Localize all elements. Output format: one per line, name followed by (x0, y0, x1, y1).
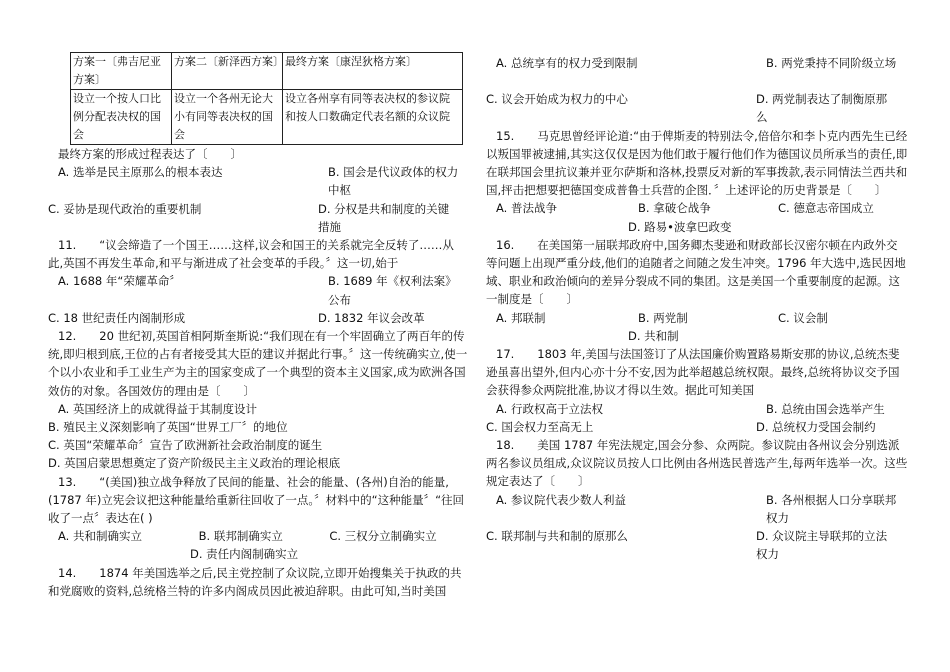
question-stem: 15. 马克思曾经评论道:“由于俾斯麦的特别法令,倍倍尔和李卜克内西先生已经以叛国罪被逮捕,其实这仅仅是因为他们敢于履行他们作为德国议员所承当的责任,即在联邦国会里抗议兼并亚尔萨斯和洛林,投票反对新的军事拨款,表示同情法兰西共和国,抨击把想要把德国变成普鲁士兵营的企图．〞上述评论的历史背景是〔 〕 (486, 128, 908, 198)
option-c: C. 德意志帝国成立 (778, 201, 874, 216)
table-header-row (71, 53, 463, 90)
table-header-cell: 方案二〔新泽西方案〕 (172, 53, 283, 90)
option-b: B. 总统由国会选举产生 (766, 401, 885, 416)
question-stem: 13. “(美国)独立战争释放了民间的能量、社会的能量、(各州)自治的能量,(1787 年)立宪会议把这种能量给重新往回收了一点。〞材料中的“这种能量〞“往回收了一点〞表达在( ) (48, 474, 465, 526)
option-a: A. 行政权高于立法权 (496, 401, 603, 416)
question-16 (486, 236, 908, 345)
option-d: D. 英国启蒙思想奠定了资产阶级民主主义政治的理论根底 (48, 456, 341, 471)
option-d: D. 1832 年议会改革 (318, 310, 425, 325)
question-14-options (486, 54, 908, 127)
option-b: B. 国会是代议政体的权力中枢 (328, 165, 459, 198)
table-cell: 设立一个按人口比例分配表决权的国会 (71, 90, 172, 145)
option-d: D. 两党制表达了制衡原那么 (756, 92, 888, 125)
option-a: A. 共和制确实立 (58, 529, 142, 544)
option-d: D. 分权是共和制度的关键措施 (318, 201, 450, 234)
table-header-cell: 方案一〔弗吉尼亚方案〕 (71, 53, 172, 90)
question-17 (486, 345, 908, 436)
table-header-cell: 最终方案〔康涅狄格方案〕 (283, 53, 463, 90)
option-b: B. 拿破仑战争 (638, 201, 711, 216)
table-cell: 设立各州享有同等表决权的参议院和按人口数确定代表名额的众议院 (283, 90, 463, 145)
option-b: B. 联邦制确实立 (198, 529, 283, 544)
option-c: C. 三权分立制确实立 (329, 529, 437, 544)
right-column (486, 54, 908, 563)
option-c: C. 18 世纪责任内阁制形成 (48, 310, 186, 325)
option-a: A. 邦联制 (496, 310, 546, 325)
question-14 (48, 564, 468, 600)
table-cell: 设立一个各州无论大小有同等表决权的国会 (172, 90, 283, 145)
option-a: A. 总统享有的权力受到限制 (496, 56, 638, 70)
option-a: A. 英国经济上的成就得益于其制度设计 (58, 401, 257, 416)
option-b: B. 两党秉持不同阶级立场 (766, 56, 897, 70)
option-c: C. 议会制 (778, 310, 828, 325)
option-c: C. 议会开始成为权力的中心 (486, 92, 628, 107)
question-stem: 11. “议会缔造了一个国王……这样,议会和国王的关系就完全反转了……从此,英国不再发生革命,和平与渐进成了社会变革的手段。〞这一切,始于 (48, 238, 454, 271)
option-d: D. 责任内阁制确实立 (190, 547, 299, 562)
option-c: C. 英国“荣耀革命〞宣告了欧洲新社会政治制度的诞生 (48, 438, 323, 453)
option-a: A. 普法战争 (496, 201, 557, 216)
option-c: C. 联邦制与共和制的原那么 (486, 529, 628, 544)
question-10 (48, 145, 468, 236)
option-d: D. 路易•波拿巴政变 (628, 219, 732, 234)
scheme-table (70, 52, 463, 145)
question-11 (48, 236, 468, 327)
table-row (71, 90, 463, 145)
option-d: D. 众议院主导联邦的立法权力 (756, 529, 888, 562)
option-a: A. 选举是民主原那么的根本表达 (58, 165, 223, 180)
option-c: C. 妥协是现代政治的重要机制 (48, 201, 202, 216)
question-stem: 最终方案的形成过程表达了〔 〕 (58, 147, 242, 161)
option-b: B. 1689 年《权利法案》公布 (328, 274, 457, 307)
option-a: A. 1688 年“荣耀革命〞 (58, 274, 181, 289)
option-c: C. 国会权力至高无上 (486, 419, 594, 434)
left-column (48, 52, 468, 600)
question-15 (486, 127, 908, 236)
question-stem: 16. 在美国第一届联邦政府中,国务卿杰斐逊和财政部长汉密尔顿在内政外交等问题上出现严重分歧,他们的追随者之间随之发生冲突。1796 年大选中,选民因地域、职业和政治倾向的差异分裂成不同的集团。这是美国一个重要制度的起源。这一制度是〔 〕 (486, 237, 906, 307)
question-stem: 17. 1803 年,美国与法国签订了从法国廉价购置路易斯安那的协议,总统杰斐逊虽喜出望外,但内心亦十分不安,因为此举超越总统权限。最终,总统将协议交予国会获得参众两院批准,协议才得以生效。据此可知美国 (486, 347, 900, 398)
option-d: D. 共和制 (628, 328, 679, 343)
option-b: B. 各州根据人口分享联邦权力 (766, 492, 897, 525)
question-12 (48, 327, 468, 473)
option-b: B. 殖民主义深刻影响了英国“世界工厂〞的地位 (48, 420, 288, 435)
question-18 (486, 436, 908, 563)
option-a: A. 参议院代表少数人利益 (496, 492, 626, 507)
question-stem: 14. 1874 年美国选举之后,民主党控制了众议院,立即开始搜集关于执政的共和党腐败的资料,总统格兰特的许多内阁成员因此被迫辞职。由此可知,当时美国 (48, 565, 462, 598)
question-stem: 12. 20 世纪初,英国首相阿斯奎斯说:“我们现在有一个牢固确立了两百年的传统,即归根到底,王位的占有者接受其大臣的建议并据此行事。〞这一传统确实立,使一个以小农业和手工业生产为主的国家变成了一个典型的资本主义国家,成为欧洲各国效仿的对象。各国效仿的理由是〔 〕 (48, 329, 468, 398)
option-b: B. 两党制 (638, 310, 688, 325)
question-stem: 18. 美国 1787 年宪法规定,国会分参、众两院。参议院由各州议会分别选派两名参议员组成,众议院议员按人口比例由各州选民普选产生,每两年选举一次。这些规定表达了〔 〕 (486, 438, 908, 489)
wrap-line (486, 72, 908, 90)
question-13 (48, 473, 468, 564)
option-d: D. 总统权力受国会制约 (756, 419, 876, 434)
